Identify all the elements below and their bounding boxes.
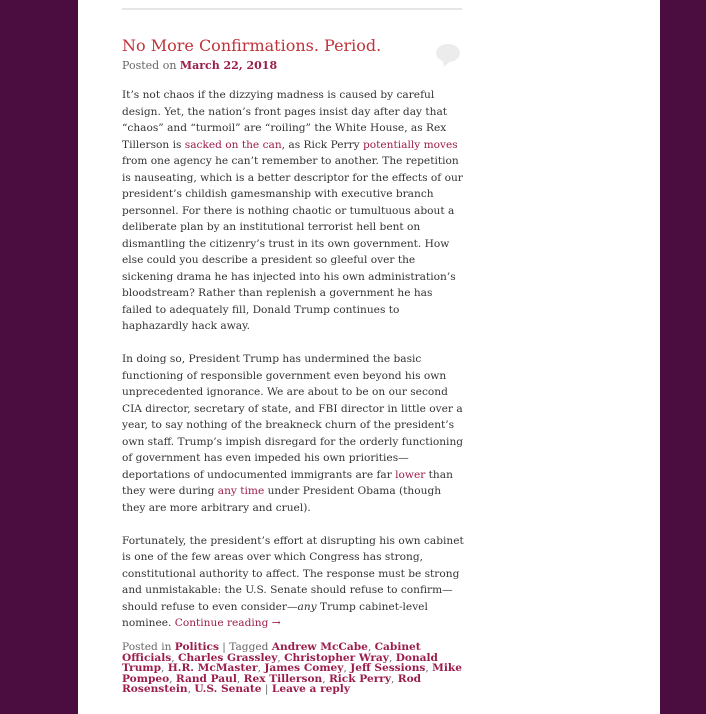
text: from one agency he can’t remember to another. The repetition is nauseating, which is a better descriptor for the effects of our president’s childish gamesmanship with executive branch personnel. For there is nothing chaotic or tumultuous about a deliberate plan by an institutional terrorist hell bent on dismantling the citizenry’s trust in its own government. How else could you describe a president so gleeful over the sickening drama he has injected into his own administration’s bloodstream? Rather than replenish a government he has failed to adequately fill, Donald Trump continues to haphazardly hack away. <box>122 155 463 332</box>
text: Trump cabinet-level nominee. <box>122 600 428 629</box>
text: , as Rick Perry <box>281 138 363 151</box>
tag-link[interactable]: Charles Grassley <box>178 651 278 664</box>
post-meta <box>122 59 464 72</box>
tag-link[interactable]: Mike Pompeo <box>122 662 462 685</box>
text: Fortunately, the president’s effort at disrupting his own cabinet is one of the few areas over which Congress has strong, constitutional authority to affect. The response must be strong and unmistakable: the U.S. Senate should refuse to confirm—should refuse to even consider— <box>122 534 464 613</box>
tag-list: Andrew McCabe, Cabinet Officials, Charles Grassley, Christopher Wray, Donald Trump, H.R. McMaster, James Comey, Jeff Sessions, Mike Pompeo, Rand Paul, Rex Tillerson, Rick Perry, Rod Rosenstein, U.S. Senate | <box>122 641 462 695</box>
text: any <box>297 600 317 613</box>
post-date-link[interactable]: March 22, 2018 <box>179 59 278 72</box>
posted-in-label: Posted in <box>122 641 172 653</box>
tag-link[interactable]: Andrew McCabe <box>271 641 368 653</box>
tag-link[interactable]: Jeff Sessions <box>350 662 426 674</box>
tagged-label: | Tagged <box>222 641 269 653</box>
paragraph <box>122 351 464 516</box>
text: It’s not chaos if the dizzying madness is caused by careful design. Yet, the nation’s front pages insist day after day that “chaos” and “turmoil” are “roiling” the White House, as Rex Tillerson is <box>122 89 448 151</box>
inline-link[interactable]: sacked on the can <box>184 138 282 151</box>
tag-link[interactable]: Rod Rosenstein <box>122 672 422 695</box>
tag-link[interactable]: Donald Trump <box>122 651 438 674</box>
post <box>122 36 464 695</box>
inline-link[interactable]: any time <box>217 485 265 497</box>
post-title[interactable]: No More Confirmations. Period. <box>122 36 382 55</box>
posted-on-label: Posted on <box>122 59 177 72</box>
text: In doing so, President Trump has undermined the basic functioning of responsible government even beyond his own unprecedented ignorance. We are about to be on our second CIA director, secretary of state, and FBI director in little over a year, to say nothing of the breakneck churn of the president’s own staff. Trump’s impish disregard for the orderly functioning of government has even impeded his own priorities—deportations of undocumented immigrants are far <box>122 353 464 481</box>
tag-link[interactable]: Christopher Wray <box>284 651 389 664</box>
paragraph <box>122 533 464 632</box>
inline-link[interactable]: Continue reading → <box>174 617 281 629</box>
post-footer <box>122 642 464 695</box>
inline-link[interactable]: potentially moves <box>363 138 458 151</box>
divider <box>122 8 462 10</box>
tag-link[interactable]: Cabinet Officials <box>122 641 421 664</box>
text: than they were during <box>122 468 453 497</box>
post-body <box>122 87 464 632</box>
tag-link[interactable]: H.R. McMaster <box>167 662 258 674</box>
tag-link[interactable]: Rand Paul <box>175 672 237 685</box>
page <box>78 0 660 714</box>
inline-link[interactable]: lower <box>395 468 426 481</box>
tag-link[interactable]: Rick Perry <box>328 672 392 685</box>
tag-link[interactable]: James Comey <box>264 662 344 674</box>
text: under President Obama (though they are more arbitrary and cruel). <box>122 485 442 514</box>
tag-link[interactable]: Rex Tillerson <box>243 672 323 685</box>
category-link[interactable]: Politics <box>174 641 219 653</box>
paragraph <box>122 87 464 335</box>
tag-link[interactable]: U.S. Senate <box>194 683 262 695</box>
leave-reply-link[interactable]: Leave a reply <box>271 683 350 695</box>
